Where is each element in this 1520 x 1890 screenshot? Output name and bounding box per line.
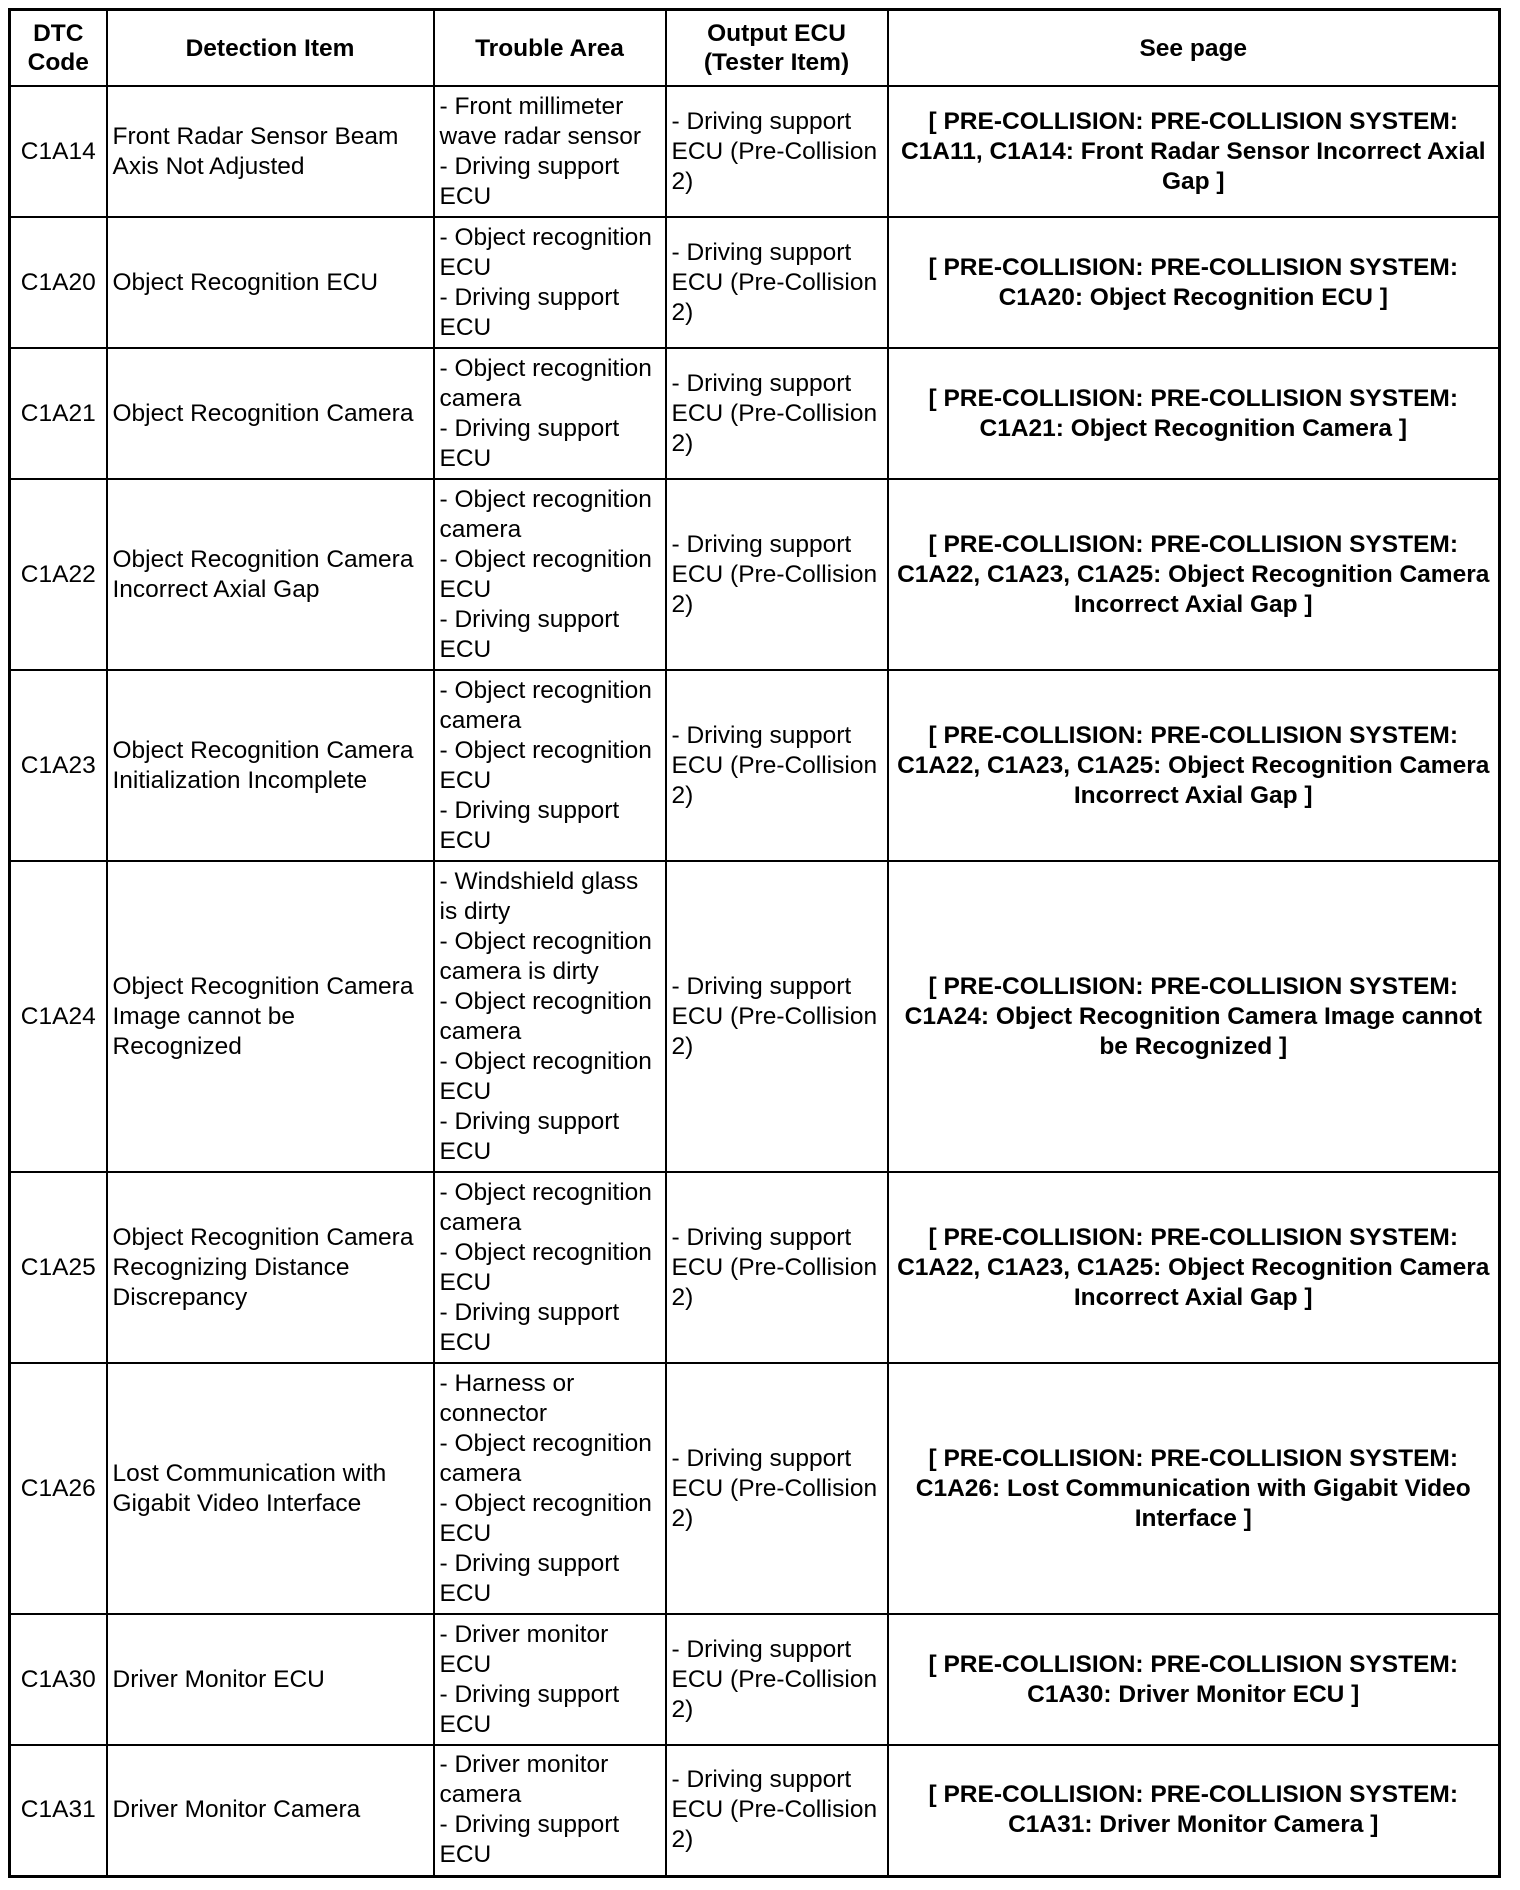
trouble-area-item: - Object recognition ECU [439,1489,652,1547]
output-ecu-cell: - Driving support ECU (Pre-Collision 2) [666,86,888,217]
detection-item-cell: Object Recognition ECU [107,217,434,348]
trouble-area-item: - Windshield glass is dirty [439,867,639,925]
dtc-code-cell: C1A21 [10,348,107,479]
detection-item-cell: Driver Monitor ECU [107,1614,434,1745]
dtc-code-cell: C1A25 [10,1172,107,1363]
see-page-link[interactable]: [ PRE-COLLISION: PRE-COLLISION SYSTEM: C1A31: Driver Monitor Camera ] [888,1745,1500,1876]
trouble-area-cell [434,1614,666,1745]
table-row [10,348,1500,479]
header-output-ecu: Output ECU (Tester Item) [666,10,888,87]
trouble-area-cell [434,217,666,348]
output-ecu-cell: - Driving support ECU (Pre-Collision 2) [666,217,888,348]
trouble-area-cell [434,861,666,1172]
trouble-area-item: - Driving support ECU [439,605,620,663]
trouble-area-item: - Driving support ECU [439,1811,620,1869]
table-row [10,1363,1500,1614]
trouble-area-item: - Object recognition camera [439,485,652,543]
detection-item-cell: Driver Monitor Camera [107,1745,434,1876]
header-detection-item: Detection Item [107,10,434,87]
trouble-area-item: - Object recognition camera is dirty [439,927,652,985]
trouble-area-item: - Driving support ECU [439,1107,620,1165]
output-ecu-cell: - Driving support ECU (Pre-Collision 2) [666,1614,888,1745]
table-header-row [10,10,1500,87]
trouble-area-item: - Object recognition ECU [439,223,652,281]
detection-item-cell: Front Radar Sensor Beam Axis Not Adjusted [107,86,434,217]
trouble-area-item: - Driving support ECU [439,152,620,210]
output-ecu-cell: - Driving support ECU (Pre-Collision 2) [666,670,888,861]
dtc-code-cell: C1A26 [10,1363,107,1614]
trouble-area-item: - Driving support ECU [439,414,620,472]
table-row [10,1614,1500,1745]
trouble-area-item: - Front millimeter wave radar sensor [439,92,642,150]
output-ecu-cell: - Driving support ECU (Pre-Collision 2) [666,348,888,479]
table-row [10,1745,1500,1876]
trouble-area-item: - Object recognition camera [439,676,652,734]
detection-item-cell: Object Recognition Camera Recognizing Distance Discrepancy [107,1172,434,1363]
trouble-area-item: - Object recognition camera [439,354,652,412]
dtc-code-cell: C1A23 [10,670,107,861]
output-ecu-cell: - Driving support ECU (Pre-Collision 2) [666,861,888,1172]
trouble-area-item: - Driver monitor camera [439,1751,609,1809]
trouble-area-cell [434,1363,666,1614]
detection-item-cell: Object Recognition Camera Initialization Incomplete [107,670,434,861]
dtc-code-cell: C1A30 [10,1614,107,1745]
see-page-link[interactable]: [ PRE-COLLISION: PRE-COLLISION SYSTEM: C1A22, C1A23, C1A25: Object Recognition Camera Incorrect Axial Gap ] [888,479,1500,670]
trouble-area-cell [434,86,666,217]
output-ecu-cell: - Driving support ECU (Pre-Collision 2) [666,479,888,670]
trouble-area-item: - Driving support ECU [439,796,620,854]
see-page-link[interactable]: [ PRE-COLLISION: PRE-COLLISION SYSTEM: C1A11, C1A14: Front Radar Sensor Incorrect Axial Gap ] [888,86,1500,217]
trouble-area-item: - Object recognition camera [439,987,652,1045]
detection-item-cell: Lost Communication with Gigabit Video Interface [107,1363,434,1614]
trouble-area-item: - Object recognition camera [439,1178,652,1236]
table-row [10,861,1500,1172]
header-see-page: See page [888,10,1500,87]
trouble-area-cell [434,1172,666,1363]
header-trouble-area: Trouble Area [434,10,666,87]
dtc-code-cell: C1A31 [10,1745,107,1876]
dtc-code-cell: C1A14 [10,86,107,217]
trouble-area-item: - Driving support ECU [439,1298,620,1356]
see-page-link[interactable]: [ PRE-COLLISION: PRE-COLLISION SYSTEM: C1A22, C1A23, C1A25: Object Recognition Camera Incorrect Axial Gap ] [888,1172,1500,1363]
trouble-area-item: - Driver monitor ECU [439,1620,609,1678]
see-page-link[interactable]: [ PRE-COLLISION: PRE-COLLISION SYSTEM: C1A30: Driver Monitor ECU ] [888,1614,1500,1745]
table-row [10,217,1500,348]
dtc-code-cell: C1A22 [10,479,107,670]
dtc-code-cell: C1A24 [10,861,107,1172]
trouble-area-item: - Object recognition ECU [439,736,652,794]
table-body [10,86,1500,1876]
detection-item-cell: Object Recognition Camera Image cannot be Recognized [107,861,434,1172]
trouble-area-item: - Object recognition ECU [439,1238,652,1296]
trouble-area-cell [434,348,666,479]
dtc-code-cell: C1A20 [10,217,107,348]
trouble-area-item: - Object recognition ECU [439,545,652,603]
table-row [10,479,1500,670]
trouble-area-cell [434,670,666,861]
output-ecu-cell: - Driving support ECU (Pre-Collision 2) [666,1172,888,1363]
detection-item-cell: Object Recognition Camera [107,348,434,479]
table-row [10,670,1500,861]
trouble-area-cell [434,1745,666,1876]
trouble-area-cell [434,479,666,670]
trouble-area-item: - Driving support ECU [439,1549,620,1607]
see-page-link[interactable]: [ PRE-COLLISION: PRE-COLLISION SYSTEM: C1A26: Lost Communication with Gigabit Video Interface ] [888,1363,1500,1614]
trouble-area-item: - Harness or connector [439,1369,575,1427]
detection-item-cell: Object Recognition Camera Incorrect Axial Gap [107,479,434,670]
header-dtc-code: DTC Code [10,10,107,87]
table-row [10,86,1500,217]
trouble-area-item: - Driving support ECU [439,1680,620,1738]
dtc-table [8,8,1501,1878]
see-page-link[interactable]: [ PRE-COLLISION: PRE-COLLISION SYSTEM: C1A24: Object Recognition Camera Image cannot be Recognized ] [888,861,1500,1172]
trouble-area-item: - Object recognition camera [439,1429,652,1487]
output-ecu-cell: - Driving support ECU (Pre-Collision 2) [666,1745,888,1876]
see-page-link[interactable]: [ PRE-COLLISION: PRE-COLLISION SYSTEM: C1A22, C1A23, C1A25: Object Recognition Camera Incorrect Axial Gap ] [888,670,1500,861]
see-page-link[interactable]: [ PRE-COLLISION: PRE-COLLISION SYSTEM: C1A21: Object Recognition Camera ] [888,348,1500,479]
output-ecu-cell: - Driving support ECU (Pre-Collision 2) [666,1363,888,1614]
trouble-area-item: - Driving support ECU [439,283,620,341]
trouble-area-item: - Object recognition ECU [439,1047,652,1105]
see-page-link[interactable]: [ PRE-COLLISION: PRE-COLLISION SYSTEM: C1A20: Object Recognition ECU ] [888,217,1500,348]
table-row [10,1172,1500,1363]
